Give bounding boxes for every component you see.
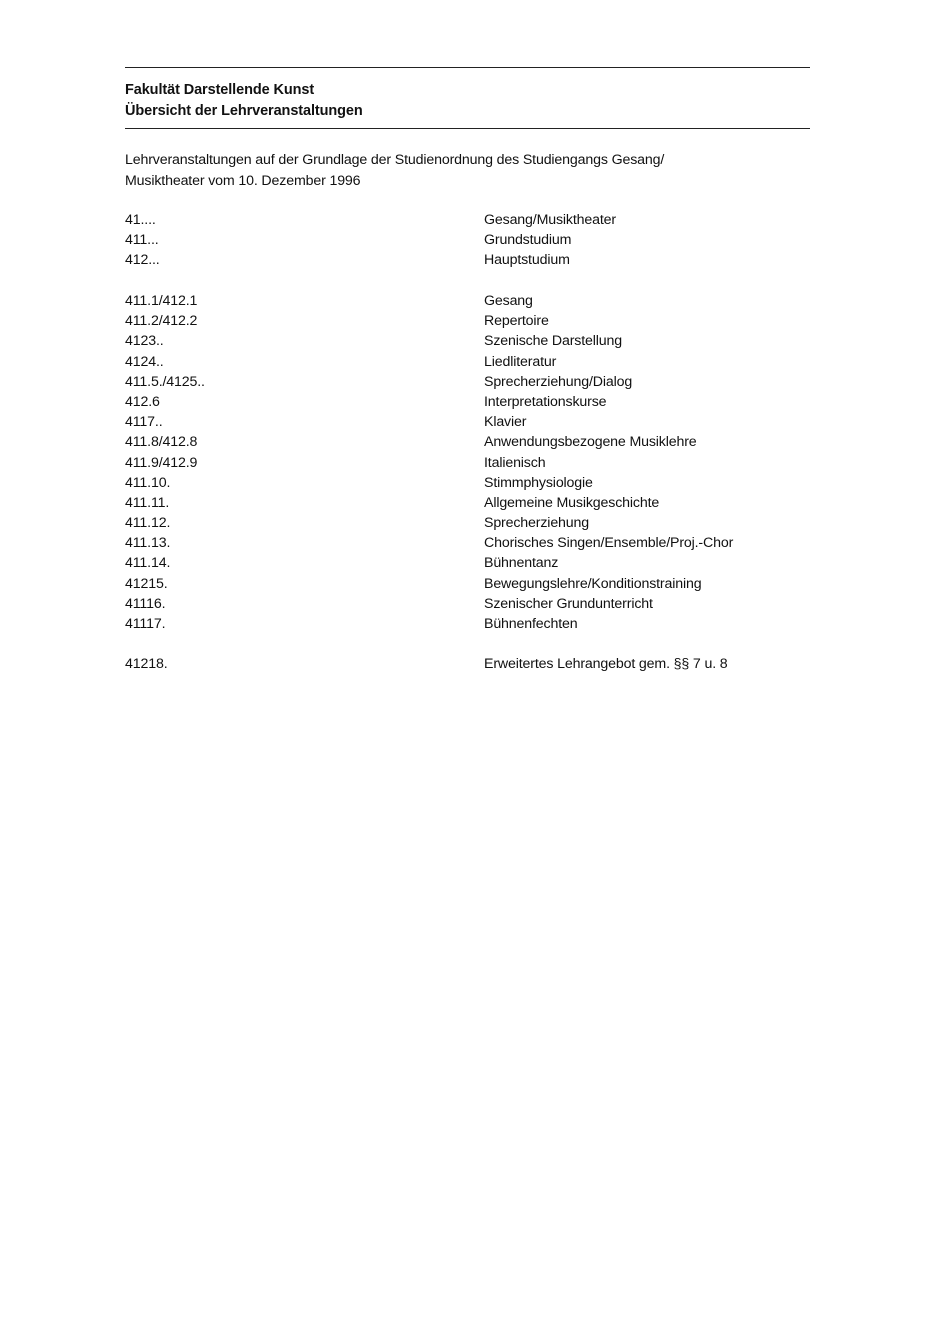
course-row — [125, 412, 810, 432]
course-title: Stimmphysiologie — [484, 474, 593, 491]
course-title: Allgemeine Musikgeschichte — [484, 494, 660, 511]
course-title: Gesang/Musiktheater — [484, 212, 617, 228]
course-row — [125, 372, 810, 392]
course-row — [125, 432, 810, 452]
course-code: 411.1/412.1 — [125, 293, 198, 309]
intro-line: Lehrveranstaltungen auf der Grundlage der Studienordnung des Studiengangs Gesang/ — [125, 152, 665, 168]
course-code: 41215. — [125, 575, 168, 592]
document-header — [125, 80, 810, 122]
course-title: Repertoire — [484, 313, 549, 330]
course-title: Liedliteratur — [484, 353, 557, 370]
overview-title: Übersicht der Lehrveranstaltungen — [125, 103, 363, 119]
course-code: 412... — [125, 252, 160, 269]
course-row — [125, 311, 810, 331]
course-title: Sprecherziehung/Dialog — [484, 373, 633, 390]
course-title: Sprecherziehung — [484, 515, 590, 532]
course-title: Szenische Darstellung — [484, 333, 623, 350]
course-row — [125, 493, 810, 513]
course-code: 411.5./4125.. — [125, 373, 205, 390]
course-code: 41116. — [125, 595, 166, 612]
course-title: Hauptstudium — [484, 252, 570, 269]
course-title: Klavier — [484, 414, 527, 431]
course-code: 411... — [125, 232, 159, 249]
course-group-subjects — [125, 291, 810, 634]
course-title: Grundstudium — [484, 232, 572, 249]
course-title: Interpretationskurse — [484, 393, 607, 410]
course-row — [125, 473, 810, 493]
course-code: 411.10. — [125, 474, 171, 491]
course-group-extended — [125, 654, 810, 674]
course-row — [125, 250, 810, 270]
course-code: 411.9/412.9 — [125, 454, 198, 471]
course-title: Bühnenfechten — [484, 616, 578, 632]
course-code: 411.13. — [125, 535, 171, 552]
course-row — [125, 291, 810, 311]
course-row — [125, 331, 810, 351]
intro-line: Musiktheater vom 10. Dezember 1996 — [125, 173, 361, 189]
course-title: Bühnentanz — [484, 555, 559, 572]
course-row — [125, 352, 810, 372]
course-row — [125, 453, 810, 473]
course-code: 41.... — [125, 212, 156, 228]
course-code: 411.11. — [125, 494, 170, 511]
course-row — [125, 533, 810, 553]
course-title: Erweitertes Lehrangebot gem. §§ 7 u. 8 — [484, 656, 728, 672]
course-code: 411.14. — [125, 555, 171, 572]
course-title: Szenischer Grundunterricht — [484, 595, 653, 612]
course-code: 411.12. — [125, 515, 171, 532]
course-title: Italienisch — [484, 454, 546, 471]
course-code: 41218. — [125, 656, 168, 672]
course-code: 4124.. — [125, 353, 164, 370]
course-title: Bewegungslehre/Konditionstraining — [484, 575, 702, 592]
course-code: 4123.. — [125, 333, 164, 350]
faculty-title: Fakultät Darstellende Kunst — [125, 82, 315, 98]
course-row — [125, 392, 810, 412]
course-code: 4117.. — [125, 414, 163, 431]
course-row — [125, 654, 810, 674]
course-row — [125, 513, 810, 533]
course-code: 411.2/412.2 — [125, 313, 198, 330]
course-title: Gesang — [484, 293, 533, 309]
course-title: Anwendungsbezogene Musiklehre — [484, 434, 697, 451]
course-code: 412.6 — [125, 393, 160, 410]
intro-paragraph — [125, 150, 810, 192]
course-code: 41117. — [125, 616, 166, 632]
course-group-program — [125, 210, 810, 271]
course-row — [125, 614, 810, 634]
course-row — [125, 210, 810, 230]
course-code: 411.8/412.8 — [125, 434, 198, 451]
course-row — [125, 553, 810, 573]
header-top-rule — [125, 67, 810, 68]
course-row — [125, 574, 810, 594]
course-row — [125, 594, 810, 614]
header-bottom-rule — [125, 128, 810, 129]
course-row — [125, 230, 810, 250]
course-title: Chorisches Singen/Ensemble/Proj.-Chor — [484, 535, 734, 552]
